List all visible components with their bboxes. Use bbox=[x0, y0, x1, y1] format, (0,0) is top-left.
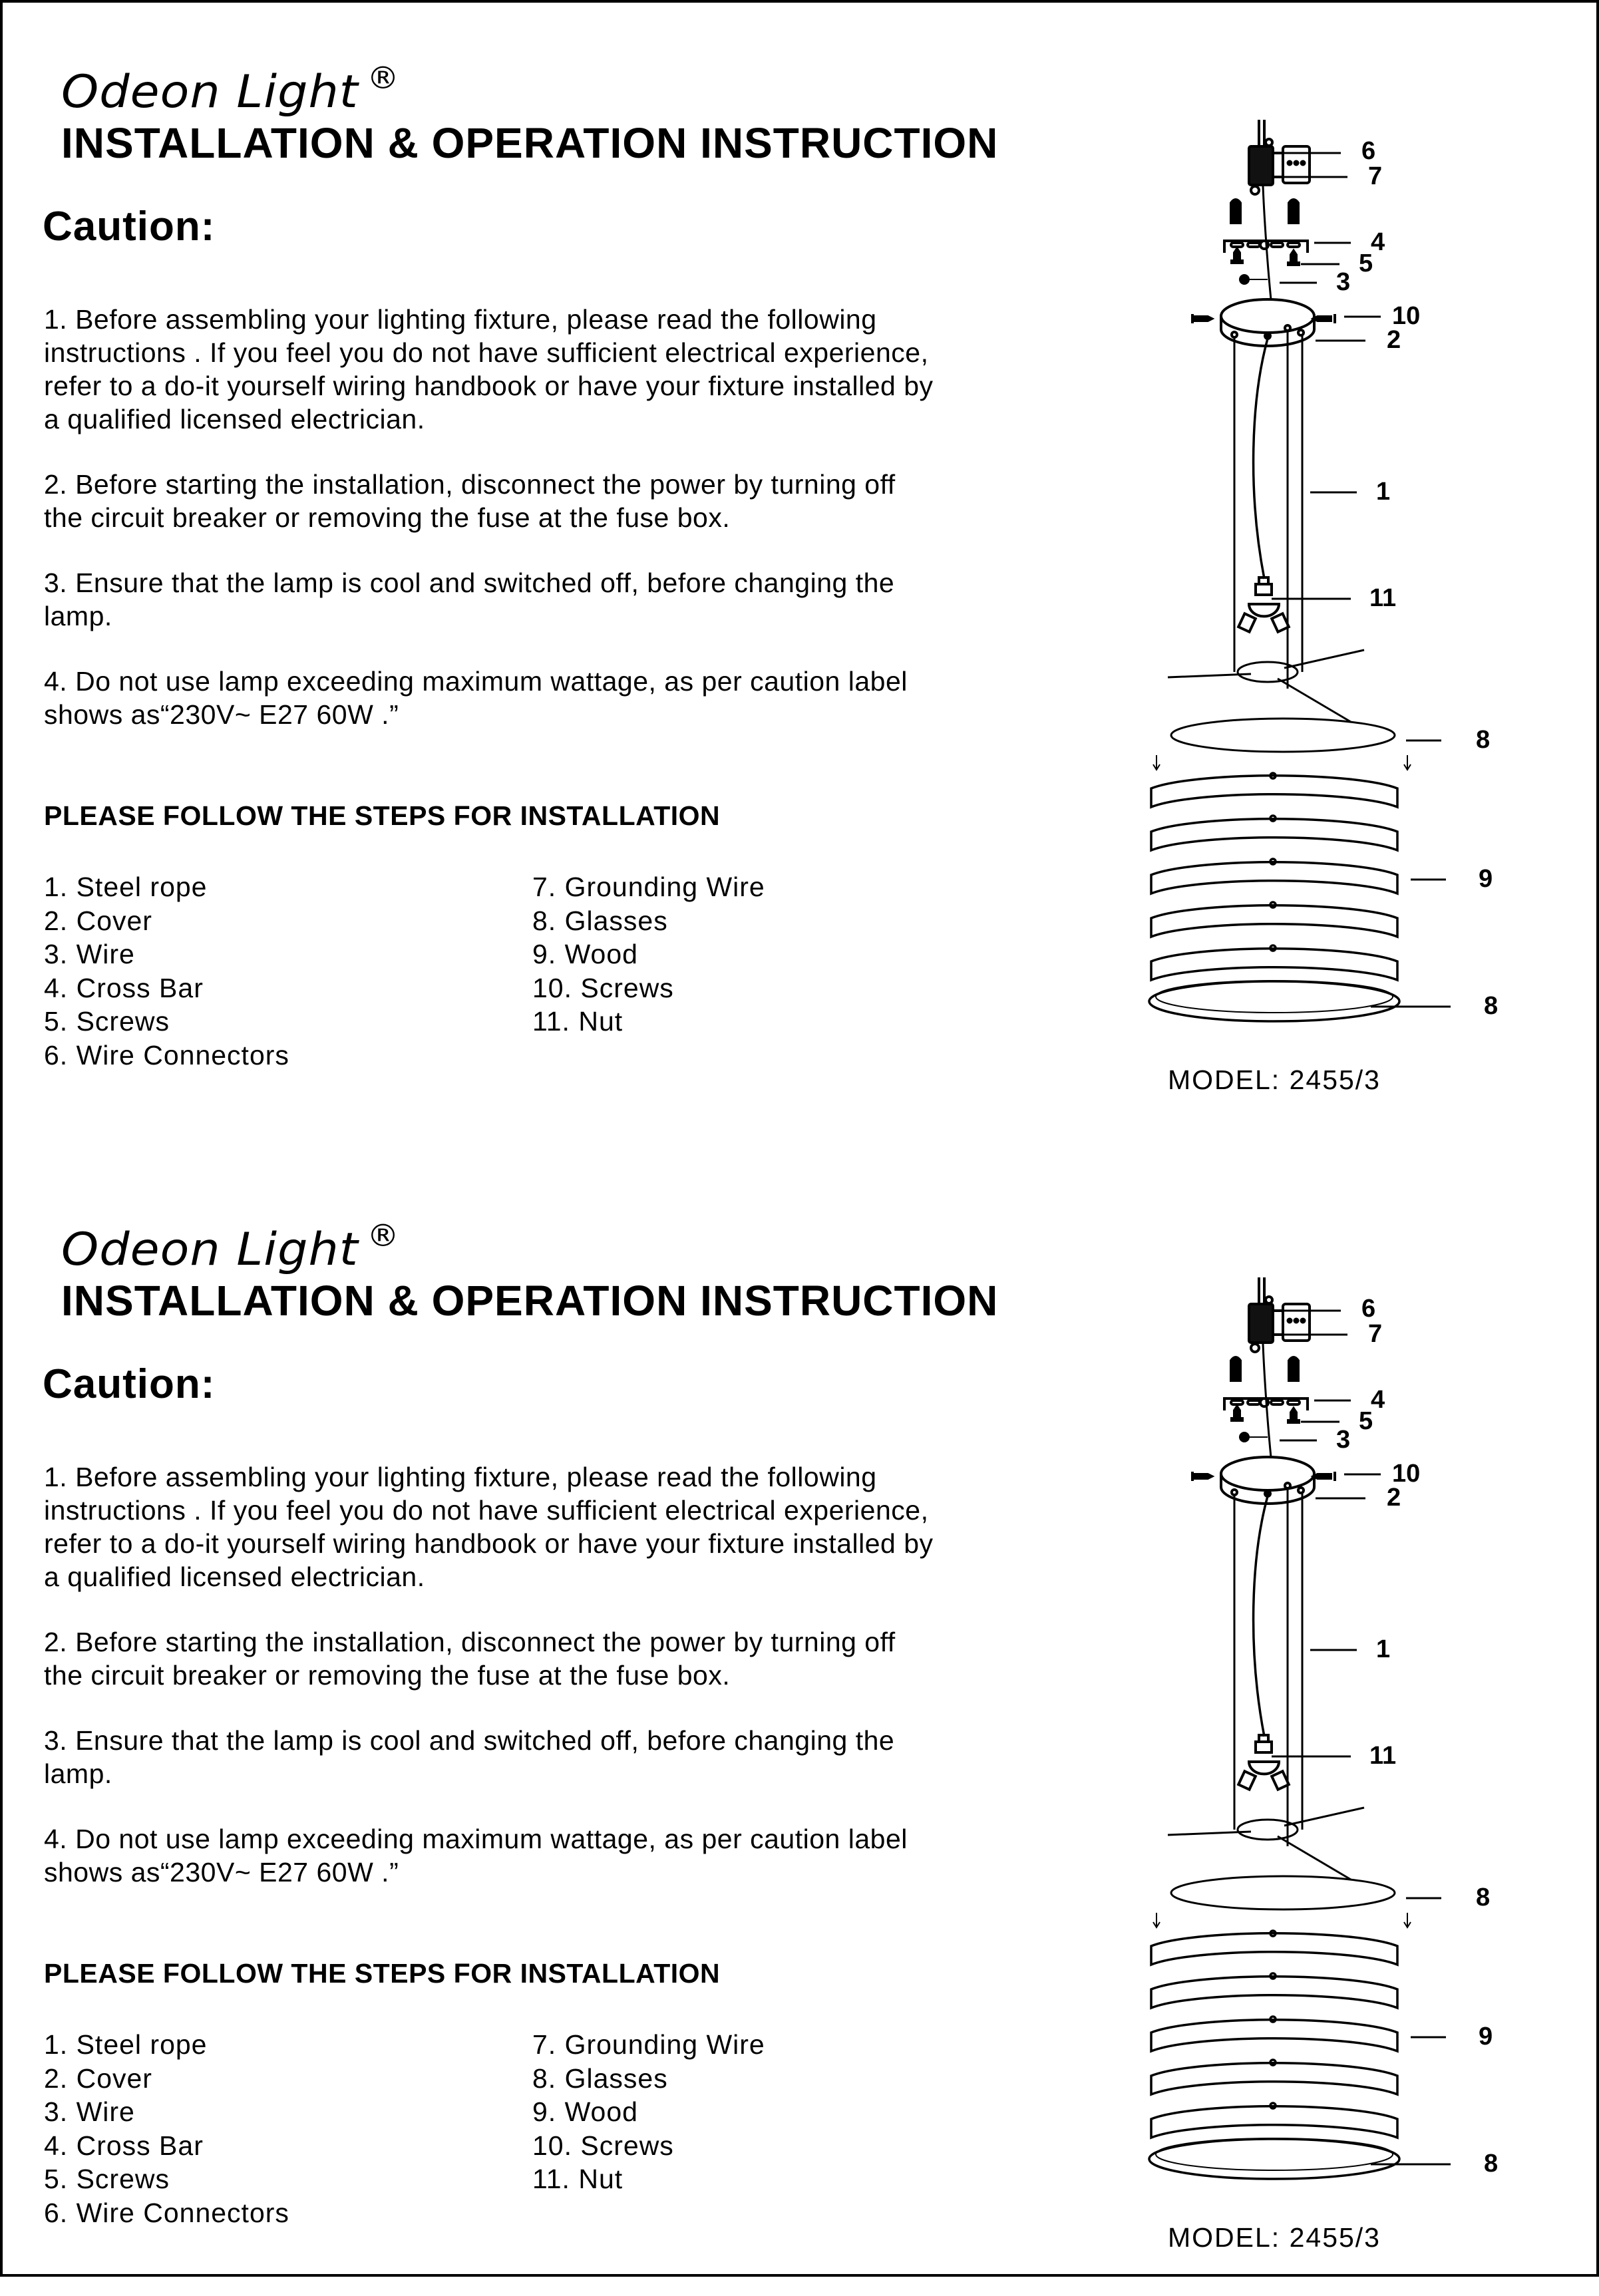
part-item: 8. Glasses bbox=[532, 905, 668, 936]
callout-9: 9 bbox=[1479, 865, 1493, 893]
wire-connector-icon bbox=[1249, 120, 1310, 194]
screw-icon bbox=[1232, 249, 1242, 263]
part-item: 7. Grounding Wire bbox=[532, 2029, 765, 2060]
callout-7: 7 bbox=[1368, 162, 1383, 190]
callout-10: 10 bbox=[1392, 302, 1421, 330]
callout-1: 1 bbox=[1376, 478, 1391, 506]
down-arrow-icon bbox=[1404, 755, 1411, 770]
screw-icon bbox=[1192, 314, 1212, 323]
wood-ring-stack bbox=[1149, 1931, 1399, 2179]
callout-5: 5 bbox=[1359, 249, 1373, 277]
callout-5: 5 bbox=[1359, 1407, 1373, 1435]
registered-mark: ® bbox=[367, 1218, 400, 1253]
screw-icon bbox=[1288, 251, 1299, 265]
diagram-drawing bbox=[1131, 1277, 1504, 2235]
ground-screw-icon bbox=[1240, 275, 1248, 283]
down-arrow-icon bbox=[1153, 1913, 1160, 1927]
callout-7: 7 bbox=[1368, 1320, 1383, 1348]
callout-2: 2 bbox=[1387, 326, 1401, 354]
brand-logo bbox=[61, 60, 400, 118]
callout-11: 11 bbox=[1369, 584, 1397, 612]
screw-icon bbox=[1314, 314, 1335, 323]
power-cord bbox=[1254, 1496, 1268, 1736]
wire-connector-icon bbox=[1249, 1277, 1310, 1352]
diagram-drawing bbox=[1131, 120, 1504, 1078]
caution-list bbox=[44, 1460, 1082, 1921]
top-glass-icon bbox=[1171, 1876, 1395, 1909]
lamp-socket-icon bbox=[1238, 1735, 1289, 1790]
registered-mark: ® bbox=[367, 60, 400, 96]
parts-list-right bbox=[532, 870, 765, 1039]
screw-icon bbox=[1288, 1408, 1299, 1422]
model-number: MODEL: 2455/3 bbox=[1168, 2222, 1381, 2253]
document-title: INSTALLATION & OPERATION INSTRUCTION bbox=[61, 1277, 999, 1325]
caution-item: 4. Do not use lamp exceeding maximum wattage, as per caution label shows as“230V~ E27 60W .” bbox=[44, 666, 908, 730]
steel-rope bbox=[1234, 331, 1302, 689]
callout-8-top: 8 bbox=[1476, 726, 1491, 754]
callout-9: 9 bbox=[1479, 2023, 1493, 2050]
part-item: 8. Glasses bbox=[532, 2062, 668, 2094]
callout-4: 4 bbox=[1371, 1386, 1385, 1414]
caution-item: 1. Before assembling your lighting fixture, please read the following instructions . If you feel you do not have sufficient electrical experience, refer to a do-it yourself wiring handbook or have your fixture installed by a qualified licensed electrician. bbox=[44, 1462, 934, 1592]
steel-rope bbox=[1234, 1488, 1302, 1846]
steps-heading: PLEASE FOLLOW THE STEPS FOR INSTALLATION bbox=[44, 800, 721, 831]
wall-anchor-icon bbox=[1289, 200, 1298, 223]
parts-list-left bbox=[44, 2028, 289, 2229]
callout-2: 2 bbox=[1387, 1484, 1401, 1512]
part-item: 9. Wood bbox=[532, 2096, 638, 2127]
part-item: 5. Screws bbox=[44, 2164, 170, 2194]
parts-list-right bbox=[532, 2028, 765, 2196]
part-item: 1. Steel rope bbox=[44, 2029, 208, 2060]
caution-item: 3. Ensure that the lamp is cool and switched off, before changing the lamp. bbox=[44, 1725, 895, 1789]
instruction-sheet-bottom bbox=[0, 1158, 1599, 2296]
part-item: 9. Wood bbox=[532, 939, 638, 969]
steps-heading: PLEASE FOLLOW THE STEPS FOR INSTALLATION bbox=[44, 1958, 721, 1989]
callout-1: 1 bbox=[1376, 1635, 1391, 1663]
caution-item: 2. Before starting the installation, disconnect the power by turning off the circuit breaker or removing the fuse at the fuse box. bbox=[44, 469, 896, 533]
spider-frame-icon bbox=[1168, 650, 1364, 722]
part-item: 5. Screws bbox=[44, 1006, 170, 1037]
model-number: MODEL: 2455/3 bbox=[1168, 1065, 1381, 1095]
part-item: 1. Steel rope bbox=[44, 872, 208, 902]
exploded-assembly-diagram bbox=[1131, 1277, 1504, 2275]
wall-anchor-icon bbox=[1231, 200, 1240, 223]
lamp-socket-icon bbox=[1238, 577, 1289, 632]
ground-screw-icon bbox=[1240, 1433, 1248, 1441]
screw-icon bbox=[1314, 1472, 1335, 1481]
brand-logo bbox=[61, 1218, 400, 1276]
caution-heading: Caution: bbox=[43, 204, 216, 249]
callout-10: 10 bbox=[1392, 1460, 1421, 1488]
caution-heading: Caution: bbox=[43, 1361, 216, 1407]
caution-item: 1. Before assembling your lighting fixture, please read the following instructions . If you feel you do not have sufficient electrical experience, refer to a do-it yourself wiring handbook or have your fixture installed by a qualified licensed electrician. bbox=[44, 304, 934, 434]
part-item: 2. Cover bbox=[44, 2062, 152, 2094]
part-item: 7. Grounding Wire bbox=[532, 872, 765, 902]
caution-list bbox=[44, 303, 1082, 763]
caution-item: 2. Before starting the installation, disconnect the power by turning off the circuit breaker or removing the fuse at the fuse box. bbox=[44, 1627, 896, 1691]
top-glass-icon bbox=[1171, 719, 1395, 752]
callout-4: 4 bbox=[1371, 228, 1385, 256]
callout-8-bottom: 8 bbox=[1484, 992, 1499, 1020]
callout-11: 11 bbox=[1369, 1742, 1397, 1770]
parts-list-left bbox=[44, 870, 289, 1072]
part-item: 10. Screws bbox=[532, 972, 674, 1003]
power-cord bbox=[1254, 339, 1268, 579]
callout-6: 6 bbox=[1361, 137, 1376, 165]
part-item: 4. Cross Bar bbox=[44, 972, 204, 1003]
screw-icon bbox=[1232, 1406, 1242, 1420]
spider-frame-icon bbox=[1168, 1808, 1364, 1880]
part-item: 4. Cross Bar bbox=[44, 2130, 204, 2161]
caution-item: 4. Do not use lamp exceeding maximum wattage, as per caution label shows as“230V~ E27 60W .” bbox=[44, 1824, 908, 1887]
instruction-sheet-top bbox=[0, 0, 1599, 1138]
wall-anchor-icon bbox=[1289, 1357, 1298, 1381]
part-item: 6. Wire Connectors bbox=[44, 1039, 289, 1070]
callout-leaders bbox=[1272, 153, 1451, 1007]
part-item: 10. Screws bbox=[532, 2130, 674, 2161]
part-item: 6. Wire Connectors bbox=[44, 2197, 289, 2228]
screw-icon bbox=[1192, 1472, 1212, 1481]
down-arrow-icon bbox=[1153, 755, 1160, 770]
down-arrow-icon bbox=[1404, 1913, 1411, 1927]
part-item: 2. Cover bbox=[44, 905, 152, 936]
brand-name: Odeon Light bbox=[61, 1224, 359, 1276]
part-item: 11. Nut bbox=[532, 2164, 623, 2194]
brand-name: Odeon Light bbox=[61, 66, 359, 118]
callout-3: 3 bbox=[1336, 1426, 1351, 1454]
wood-ring-stack bbox=[1149, 773, 1399, 1021]
document-title: INSTALLATION & OPERATION INSTRUCTION bbox=[61, 119, 999, 167]
caution-item: 3. Ensure that the lamp is cool and switched off, before changing the lamp. bbox=[44, 568, 895, 631]
exploded-assembly-diagram bbox=[1131, 120, 1504, 1118]
callout-6: 6 bbox=[1361, 1295, 1376, 1323]
part-item: 11. Nut bbox=[532, 1006, 623, 1037]
wall-anchor-icon bbox=[1231, 1357, 1240, 1381]
callout-8-top: 8 bbox=[1476, 1884, 1491, 1911]
callout-3: 3 bbox=[1336, 268, 1351, 296]
part-item: 3. Wire bbox=[44, 939, 135, 969]
part-item: 3. Wire bbox=[44, 2096, 135, 2127]
callout-leaders bbox=[1272, 1311, 1451, 2164]
callout-8-bottom: 8 bbox=[1484, 2150, 1499, 2178]
